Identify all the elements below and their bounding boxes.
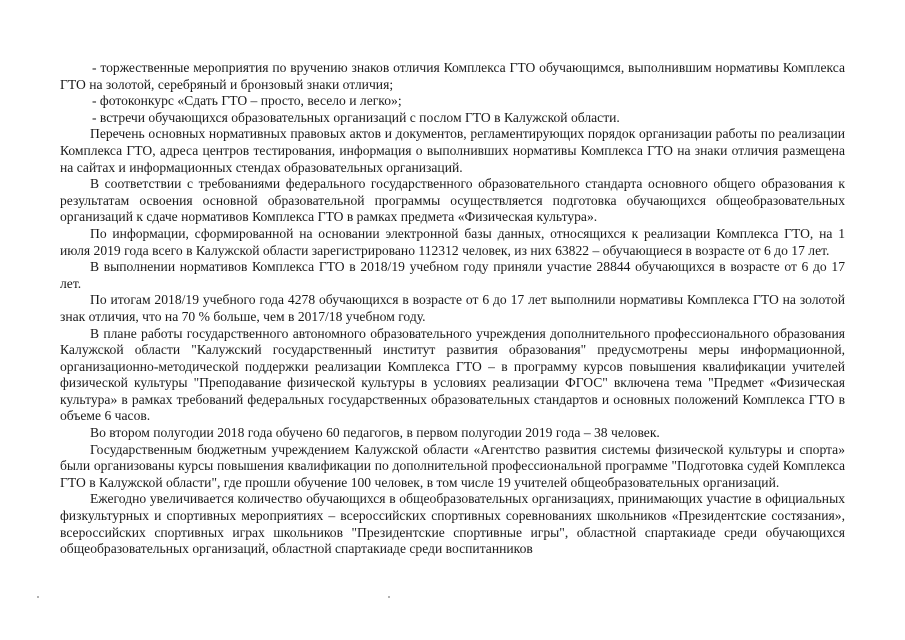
paragraph-annual-growth: Ежегодно увеличивается количество обучающихся в общеобразовательных организациях, принимающих участие в официальных физкультурных и спортивных мероприятиях – всероссийских спортивных соревнованиях школьников «Президентские состязания», всероссийских спортивных играх школьников "Президентские спортивные игры", областной спартакиаде среди обучающихся общеобразовательных организаций, областной спартакиаде среди воспитанников bbox=[60, 491, 845, 557]
list-item-ceremonies: - торжественные мероприятия по вручению знаков отличия Комплекса ГТО обучающимся, выполнившим нормативы Комплекса ГТО на золотой, серебряный и бронзовый знаки отличия; bbox=[60, 60, 845, 92]
paragraph-results: По итогам 2018/19 учебного года 4278 обучающихся в возрасте от 6 до 17 лет выполнили нормативы Комплекса ГТО на золотой знак отличия, что на 70 % больше, чем в 2017/18 учебном году. bbox=[60, 292, 845, 324]
list-item-photo-contest: - фотоконкурс «Сдать ГТО – просто, весело и легко»; bbox=[92, 93, 402, 109]
paragraph-teachers-trained: Во втором полугодии 2018 года обучено 60 педагогов, в первом полугодии 2019 года – 38 человек. bbox=[90, 425, 660, 441]
paragraph-standards: В соответствии с требованиями федерального государственного образовательного стандарта основного общего образования к результатам освоения основной образовательной программы осуществляется подготовка обучающихся общеобразовательных организаций к сдаче нормативов Комплекса ГТО в рамках предмета «Физическая культура». bbox=[60, 176, 845, 225]
paragraph-regulations: Перечень основных нормативных правовых актов и документов, регламентирующих порядок организации работы по реализации Комплекса ГТО, адреса центров тестирования, информация о выполнивших нормативы Комплекса ГТО на знаки отличия размещена на сайтах и информационных стендах образовательных организаций. bbox=[60, 126, 845, 175]
list-item-ambassador-meetings: - встречи обучающихся образовательных организаций с послом ГТО в Калужской области. bbox=[92, 109, 620, 125]
scan-artifact-dot bbox=[37, 596, 39, 598]
paragraph-training-plan: В плане работы государственного автономного образовательного учреждения дополнительного профессионального образования Калужской области "Калужский государственный институт развития образования" предусмотрены меры информационной, организационно-методической поддержки реализации Комплекса ГТО – в программу курсов повышения квалификации учителей физической культуры "Преподавание физической культуры в условиях реализации ФГОС" включена тема "Предмет «Физическая культура» в рамках требований федеральных государственных образовательных стандартов и основных положений Комплекса ГТО в объеме 6 часов. bbox=[60, 325, 845, 424]
scan-artifact-dot bbox=[388, 596, 390, 598]
paragraph-judges-training: Государственным бюджетным учреждением Калужской области «Агентство развития системы физической культуры и спорта» были организованы курсы повышения квалификации по дополнительной профессиональной программе "Подготовка судей Комплекса ГТО в Калужской области", где прошли обучение 100 человек, в том числе 19 учителей общеобразовательных организаций. bbox=[60, 441, 845, 490]
paragraph-registration: По информации, сформированной на основании электронной базы данных, относящихся к реализации Комплекса ГТО, на 1 июля 2019 года всего в Калужской области зарегистрировано 112312 человек, из них 63822 – обучающиеся в возрасте от 6 до 17 лет. bbox=[60, 225, 845, 258]
paragraph-participation: В выполнении нормативов Комплекса ГТО в 2018/19 учебном году приняли участие 28844 обучающихся в возрасте от 6 до 17 лет. bbox=[60, 259, 845, 291]
